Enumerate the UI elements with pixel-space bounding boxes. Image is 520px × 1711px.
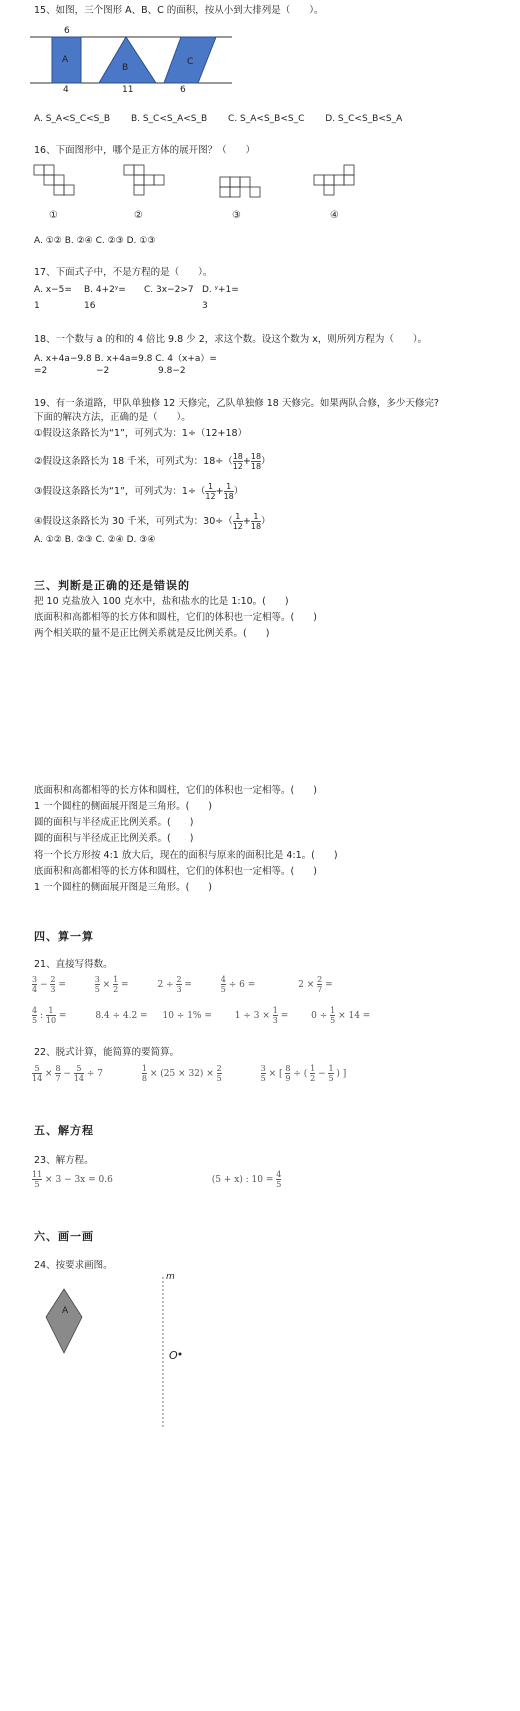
judge-5: 1 一个圆柱的侧面展开图是三角形。( ) — [34, 801, 212, 812]
judge-6: 圆的面积与半径成正比例关系。( ) — [34, 817, 194, 828]
q18-b-cont: −2 — [96, 366, 110, 376]
shape-b — [99, 37, 156, 83]
q17-c: C. 3x−2>7 — [144, 285, 194, 295]
q24-figure — [0, 1275, 520, 1445]
q15-option-d[interactable]: D. S_C<S_B<S_A — [325, 114, 403, 124]
q15-question: 15、如图，三个图形 A、B、C 的面积，按从小到大排列是（ ）。 — [34, 5, 324, 16]
q16-nets — [0, 165, 520, 205]
q19-sub: 下面的解决方法，正确的是（ ）。 — [34, 412, 191, 423]
q19-method-3: ③假设这条路长为“1”，可列式为：1÷（ $\frac{1}{12}$ + $\frac{1}{18}$ ） — [34, 482, 244, 501]
label-bottom2: 11 — [122, 85, 134, 95]
axis-m-label: m — [166, 1272, 175, 1282]
section4-title: 四、算一算 — [34, 930, 94, 943]
judge-3: 两个相关联的量不是正比例关系就是反比例关系。( ) — [34, 628, 270, 639]
q18-a-cont: =2 — [34, 366, 48, 376]
label-top: 6 — [64, 26, 70, 36]
q21-title: 21、直接写得数。 — [34, 959, 113, 970]
net-4-label: ④ — [330, 210, 339, 221]
q22-title: 22、脱式计算，能简算的要简算。 — [34, 1047, 180, 1058]
rhombus-a — [46, 1289, 82, 1353]
q23-title: 23、解方程。 — [34, 1155, 94, 1166]
q17-b-cont: 16 — [84, 301, 96, 311]
q21-row1: $\frac{3}{4}$ − $\frac{2}{3}$ = $\frac{3}{5}$ × $\frac{1}{2}$ = 2 ÷ $\frac{2}{3}$ = $\frac{4}{5}$ ÷ 6 = 2 × $\frac{2}{7}$ = — [32, 975, 333, 994]
section5-title: 五、解方程 — [34, 1124, 94, 1137]
q18-options: A. x+4a−9.8 B. x+4a=9.8 C. 4（x+a）= — [34, 354, 217, 364]
q22-expressions: $\frac{5}{14}$ × $\frac{8}{7}$ − $\frac{5}{14}$ ÷ 7 $\frac{1}{8}$ × (25 × 32) × $\frac{2}{5}$ $\frac{3}{5}$ × [ $\frac{8}{9}$ ÷ ( $\frac{1}{2}$ − $\frac{1}{5}$ ) ] — [32, 1064, 347, 1083]
q17-b: B. 4+2ʸ= — [84, 285, 126, 295]
rhombus-label: A — [62, 1306, 69, 1316]
net-1-label: ① — [49, 210, 58, 221]
q19-options: A. ①② B. ②③ C. ②④ D. ③④ — [34, 535, 156, 545]
q16-options: A. ①② B. ②④ C. ②③ D. ①③ — [34, 236, 156, 246]
q17-d-cont: 3 — [202, 301, 208, 311]
q17-question: 17、下面式子中，不是方程的是（ ）。 — [34, 267, 213, 278]
q15-options — [34, 112, 420, 126]
label-c: C — [187, 57, 194, 67]
q23-equations: $\frac{11}{5}$ × 3 − 3x = 0.6 (5 + x) : 10 = $\frac{4}{5}$ — [32, 1170, 282, 1189]
q15-figure — [0, 22, 520, 112]
judge-8: 将一个长方形按 4:1 放大后，现在的面积与原来的面积比是 4:1。( ) — [34, 850, 338, 861]
label-bottom1: 4 — [63, 85, 69, 95]
net-2-label: ② — [134, 210, 143, 221]
judge-1: 把 10 克盐放入 100 克水中，盐和盐水的比是 1:10。( ) — [34, 596, 289, 607]
label-a: A — [62, 55, 69, 65]
judge-4: 底面积和高都相等的长方体和圆柱，它们的体积也一定相等。( ) — [34, 785, 317, 796]
point-o-label: O — [169, 1349, 178, 1362]
judge-10: 1 一个圆柱的侧面展开图是三角形。( ) — [34, 882, 212, 893]
q18-question: 18、一个数与 a 的和的 4 倍比 9.8 少 2，求这个数。设这个数为 x，则所列方程为（ ）。 — [34, 334, 428, 345]
q19-method-1: ①假设这条路长为“1”，可列式为：1÷（12+18） — [34, 428, 248, 439]
q16-question: 16、下面图形中，哪个是正方体的展开图？（ ） — [34, 145, 256, 156]
q18-c-cont: 9.8−2 — [158, 366, 186, 376]
label-bottom3: 6 — [180, 85, 186, 95]
q17-a: A. x−5= — [34, 285, 72, 295]
q15-option-a[interactable]: A. S_A<S_C<S_B — [34, 114, 111, 124]
point-o — [179, 1353, 182, 1356]
q19-question: 19、有一条道路，甲队单独修 12 天修完，乙队单独修 18 天修完。如果两队合修，多少天修完? — [34, 398, 439, 409]
section3-title: 三、判断是正确的还是错误的 — [34, 579, 190, 592]
q15-option-b[interactable]: B. S_C<S_A<S_B — [130, 114, 208, 124]
label-b: B — [122, 63, 129, 73]
judge-2: 底面积和高都相等的长方体和圆柱，它们的体积也一定相等。( ) — [34, 612, 317, 623]
judge-9: 底面积和高都相等的长方体和圆柱，它们的体积也一定相等。( ) — [34, 866, 317, 877]
q17-d: D. ʸ+1= — [202, 285, 239, 295]
judge-7: 圆的面积与半径成正比例关系。( ) — [34, 833, 194, 844]
q17-a-cont: 1 — [34, 301, 40, 311]
q19-method-2: ②假设这条路长为 18 千米，可列式为：18÷（ $\frac{18}{12}$ + $\frac{18}{18}$ ） — [34, 452, 271, 471]
section6-title: 六、画一画 — [34, 1230, 94, 1243]
q19-method-4: ④假设这条路长为 30 千米，可列式为：30÷（ $\frac{1}{12}$ + $\frac{1}{18}$ ） — [34, 512, 271, 531]
q15-option-c[interactable]: C. S_A<S_B<S_C — [228, 114, 305, 124]
q24-title: 24、按要求画图。 — [34, 1260, 113, 1271]
q21-row2: $\frac{4}{5}$ : $\frac{1}{10}$ = 8.4 ÷ 4.2 = 10 ÷ 1% = 1 ÷ 3 × $\frac{1}{3}$ = 0 ÷ $\frac{1}{5}$ × 14 = — [32, 1006, 371, 1025]
net-3-label: ③ — [232, 210, 241, 221]
